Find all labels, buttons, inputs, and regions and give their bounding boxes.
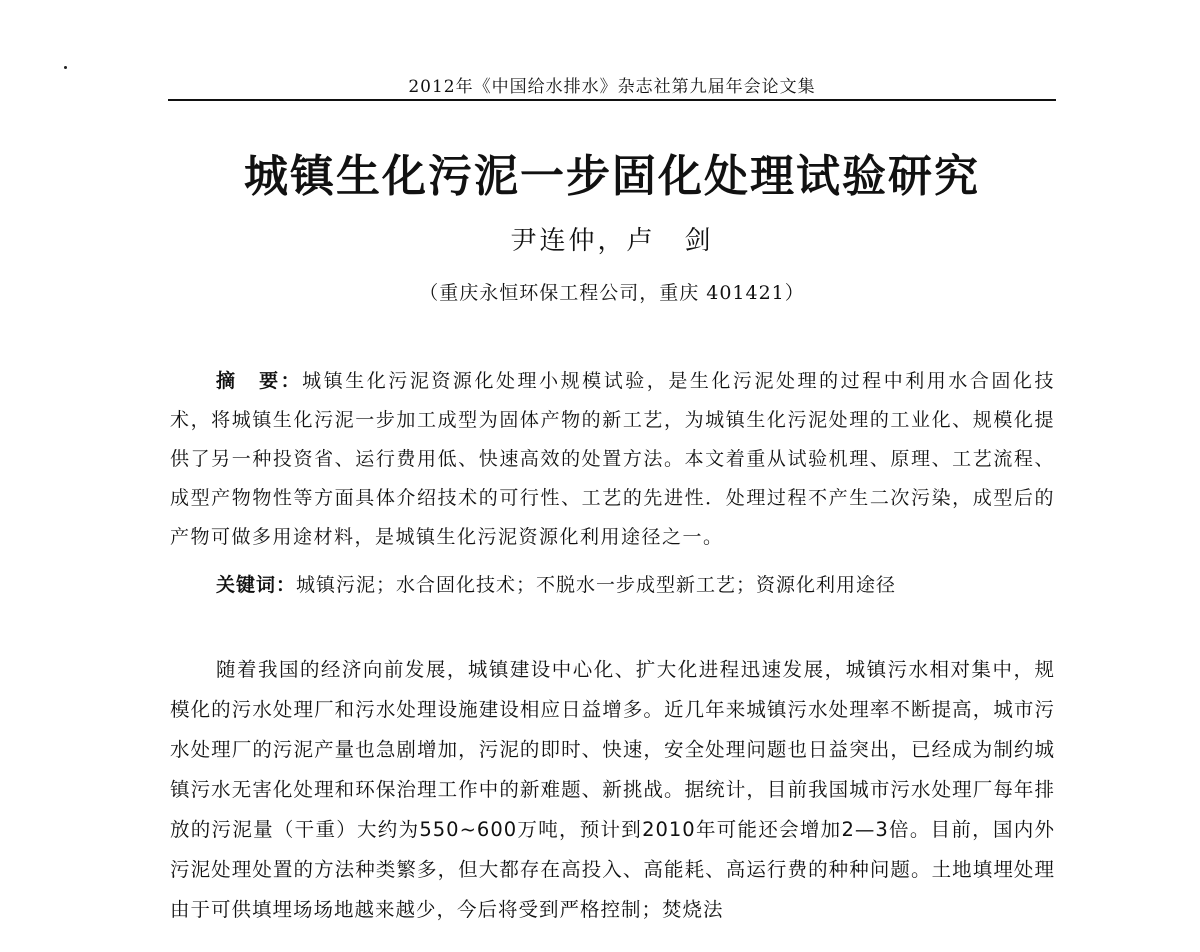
header-rule [168, 99, 1056, 101]
body-paragraph: 随着我国的经济向前发展，城镇建设中心化、扩大化进程迅速发展，城镇污水相对集中，规模化的污水处理厂和污水处理设施建设相应日益增多。近几年来城镇污水处理率不断提高，城市污水处理厂的污泥产量也急剧增加，污泥的即时、快速，安全处理问题也日益突出，已经成为制约城镇污水无害化处理和环保治理工作中的新难题、新挑战。据统计，目前我国城市污水处理厂每年排放的污泥量（干重）大约为550~600万吨，预计到2010年可能还会增加2—3倍。目前，国内外污泥处理处置的方法种类繁多，但大都存在高投入、高能耗、高运行费的种种问题。土地填埋处理由于可供填埋场场地越来越少，今后将受到严格控制；焚烧法 [170, 658, 1055, 921]
abstract-text: 城镇生化污泥资源化处理小规模试验，是生化污泥处理的过程中利用水合固化技术，将城镇生化污泥一步加工成型为固体产物的新工艺，为城镇生化污泥处理的工业化、规模化提供了另一种投资省、运行费用低、快速高效的处置方法。本文着重从试验机理、原理、工艺流程、成型产物物性等方面具体介绍技术的可行性、工艺的先进性．处理过程不产生二次污染，成型后的产物可做多用途材料，是城镇生化污泥资源化利用途径之一。 [170, 370, 1055, 548]
scan-speck [64, 66, 67, 69]
paper-title: 城镇生化污泥一步固化处理试验研究 [244, 151, 980, 202]
affiliation: （重庆永恒环保工程公司，重庆 401421） [419, 282, 805, 304]
keywords-label: 关键词： [216, 574, 297, 596]
abstract-label: 摘 要： [216, 370, 303, 392]
keywords-text: 城镇污泥；水合固化技术；不脱水一步成型新工艺；资源化利用途径 [296, 574, 897, 596]
running-head: 2012年《中国给水排水》杂志社第九届年会论文集 [408, 77, 816, 97]
abstract [170, 362, 1055, 557]
authors: 尹连仲，卢 剑 [510, 226, 714, 256]
keywords [216, 568, 1056, 602]
